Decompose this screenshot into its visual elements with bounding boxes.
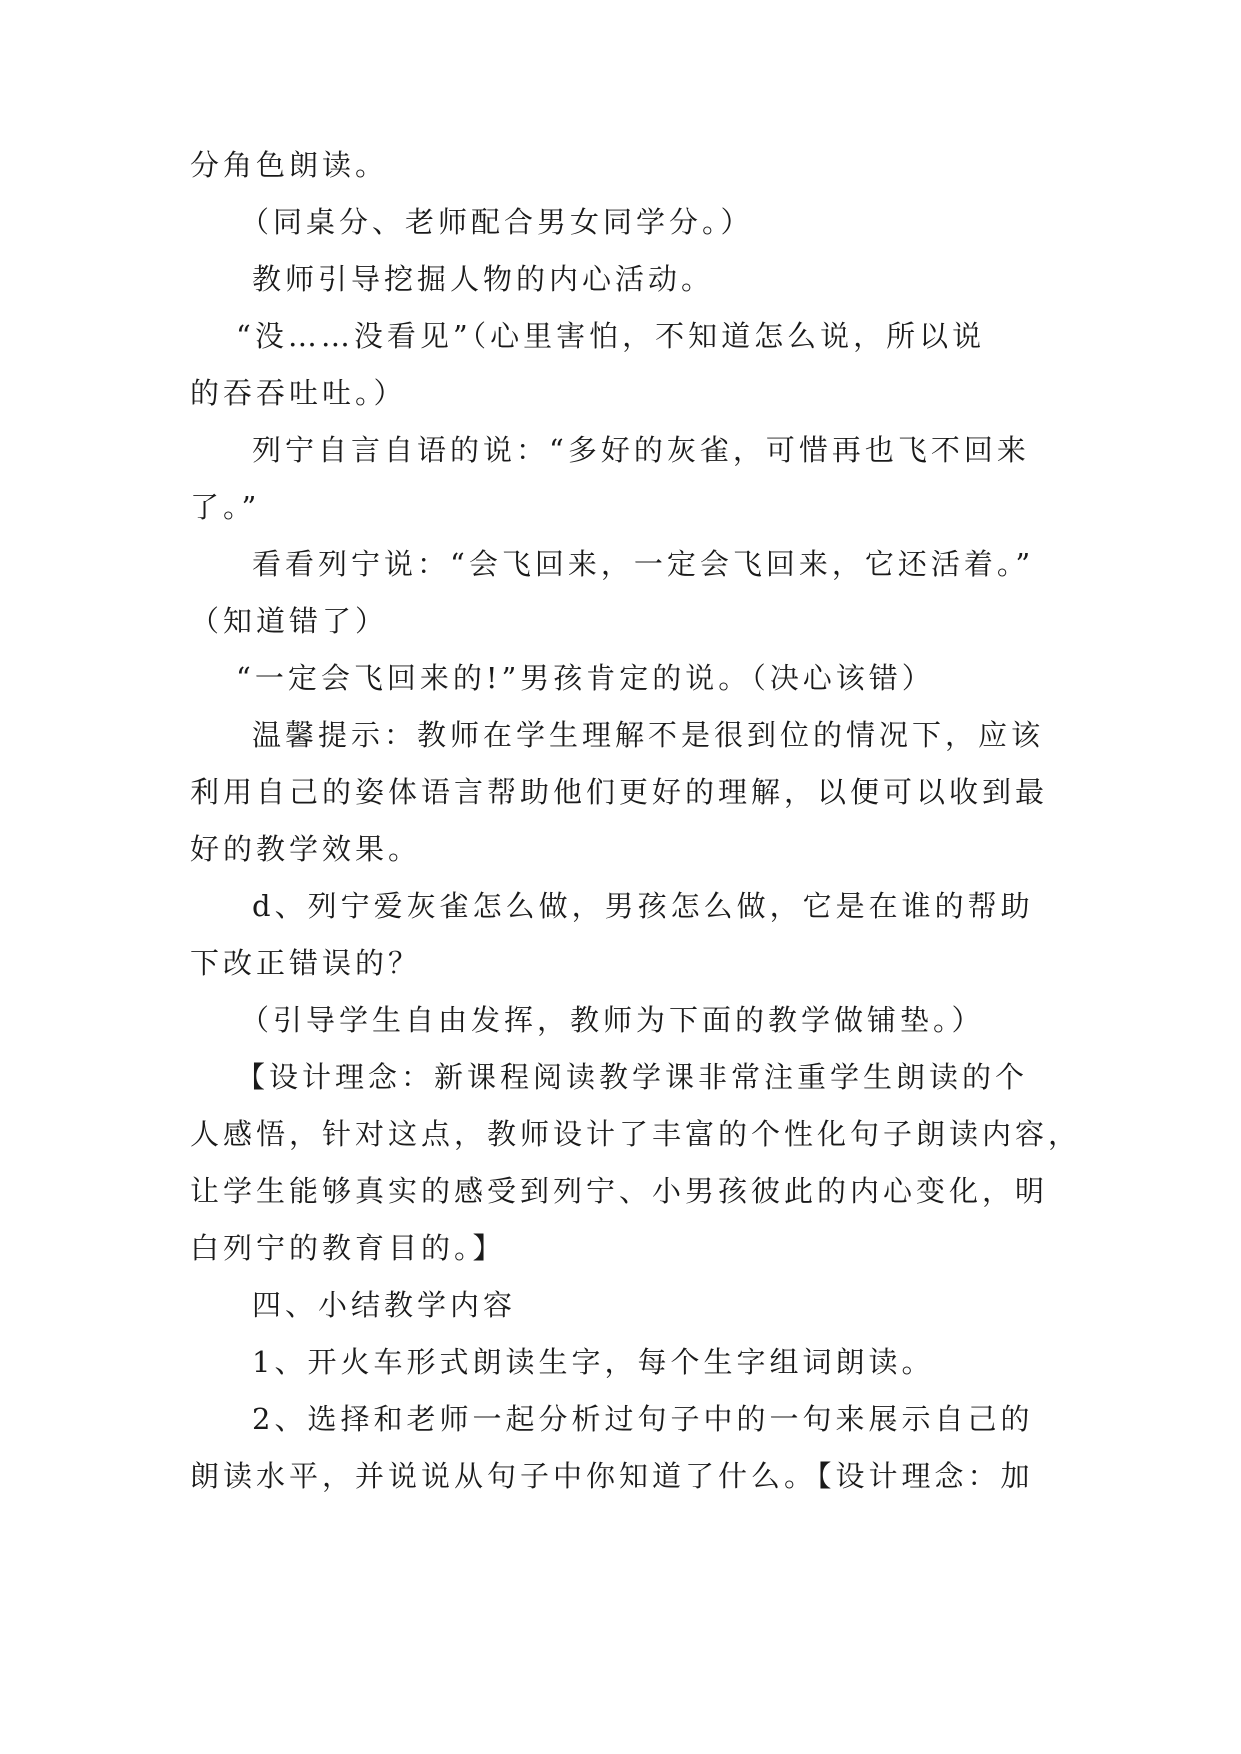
- text-line: d、列宁爱灰雀怎么做，男孩怎么做，它是在谁的帮助: [252, 889, 1034, 923]
- text-line: 列宁自言自语的说：“多好的灰雀，可惜再也飞不回来: [252, 433, 1030, 467]
- text-line: 温馨提示：教师在学生理解不是很到位的情况下，应该: [252, 718, 1045, 752]
- text-line: 看看列宁说：“会飞回来，一定会飞回来，它还活着。”: [252, 547, 1035, 581]
- text-line: （引导学生自由发挥，教师为下面的教学做铺垫。）: [240, 1003, 985, 1037]
- text-line: 好的教学效果。: [190, 832, 422, 866]
- section-heading: 四、小结教学内容: [252, 1288, 517, 1322]
- text-line: 了。”: [190, 490, 261, 524]
- text-line: 2、选择和老师一起分析过句子中的一句来展示自己的: [252, 1402, 1034, 1436]
- text-line: “没……没看见”（心里害怕，不知道怎么说，所以说: [236, 319, 986, 353]
- text-line: 教师引导挖掘人物的内心活动。: [252, 262, 715, 296]
- text-line: 的吞吞吐吐。）: [190, 376, 407, 410]
- text-line: （知道错了）: [190, 604, 389, 638]
- text-line: （同桌分、老师配合男女同学分。）: [240, 205, 754, 239]
- text-line: 1、开火车形式朗读生字，每个生字组词朗读。: [252, 1345, 935, 1379]
- text-line: “一定会飞回来的!”男孩肯定的说。（决心该错）: [236, 661, 935, 695]
- text-line: 白列宁的教育目的。】: [190, 1231, 506, 1265]
- text-line: 下改正错误的？: [190, 946, 422, 980]
- text-line: 朗读水平，并说说从句子中你知道了什么。【设计理念：加: [190, 1459, 1034, 1493]
- text-line: 分角色朗读。: [190, 148, 389, 182]
- text-line: 利用自己的姿体语言帮助他们更好的理解，以便可以收到最: [190, 775, 1049, 809]
- text-line: 人感悟，针对这点，教师设计了丰富的个性化句子朗读内容，: [190, 1117, 1082, 1151]
- text-line: 【设计理念：新课程阅读教学课非常注重学生朗读的个: [236, 1060, 1029, 1094]
- text-line: 让学生能够真实的感受到列宁、小男孩彼此的内心变化，明: [190, 1174, 1049, 1208]
